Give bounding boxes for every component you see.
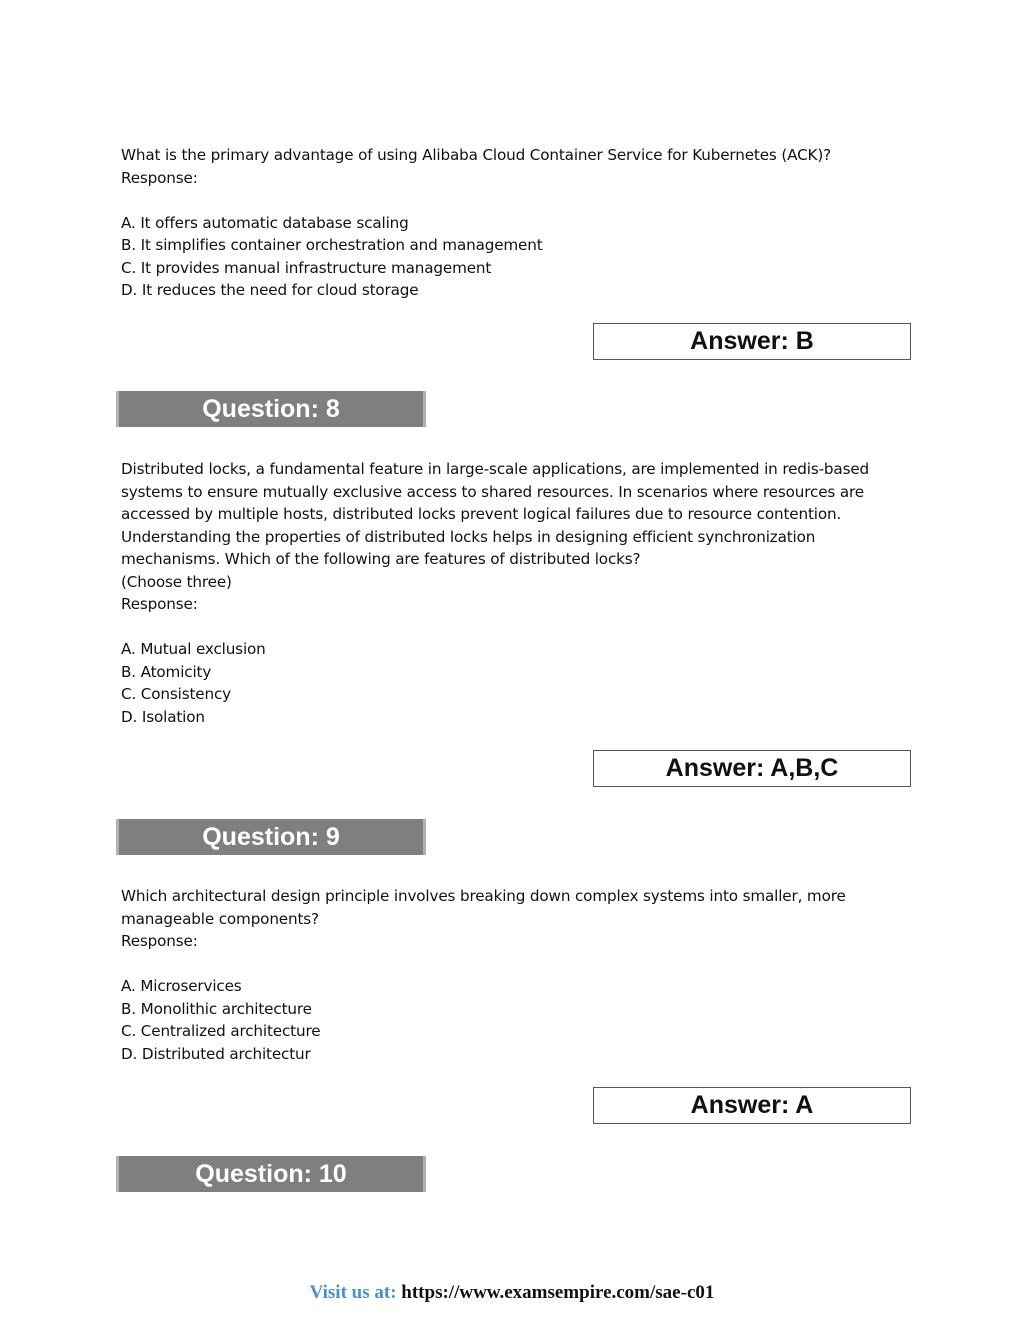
question-7-option-b: B. It simplifies container orchestration and management [121, 236, 543, 254]
question-8-option-a: A. Mutual exclusion [121, 640, 266, 658]
question-8-answer-box: Answer: A,B,C [593, 750, 911, 787]
question-7-option-c: C. It provides manual infrastructure management [121, 258, 492, 277]
question-7-answer-box: Answer: B [593, 323, 911, 360]
question-7-option-d: D. It reduces the need for cloud storage [121, 281, 419, 299]
question-8-line: Understanding the properties of distributed locks helps in designing efficient synchronization [121, 527, 816, 546]
question-9-response-label: Response: [121, 932, 198, 950]
question-8-option-d: D. Isolation [121, 707, 205, 726]
question-8-banner: Question: 8 [116, 391, 426, 427]
question-7-response-label: Response: [121, 168, 198, 187]
question-8-block [121, 458, 881, 728]
question-9-banner: Question: 9 [116, 819, 426, 855]
footer [0, 1282, 1024, 1304]
footer-label: Visit us at: [309, 1282, 397, 1303]
question-8-line: mechanisms. Which of the following are features of distributed locks? [121, 550, 641, 568]
question-9-option-a: A. Microservices [121, 977, 242, 995]
question-9-option-b: B. Monolithic architecture [121, 999, 312, 1018]
question-7-option-a: A. It offers automatic database scaling [121, 213, 409, 232]
question-9-option-c: C. Centralized architecture [121, 1022, 321, 1040]
question-8-line: systems to ensure mutually exclusive access to shared resources. In scenarios where resources are [121, 482, 864, 501]
question-9-line: manageable components? [121, 909, 319, 928]
question-7-block [121, 144, 881, 302]
question-8-option-b: B. Atomicity [121, 662, 212, 681]
question-8-response-label: Response: [121, 595, 198, 613]
question-8-line: (Choose three) [121, 572, 232, 591]
question-9-block [121, 885, 881, 1065]
question-8-line: Distributed locks, a fundamental feature in large-scale applications, are implemented in redis-based [121, 460, 870, 478]
question-9-option-d: D. Distributed architectur [121, 1044, 311, 1063]
question-8-line: accessed by multiple hosts, distributed locks prevent logical failures due to resource contention. [121, 505, 842, 523]
footer-url-link[interactable]: https://www.examsempire.com/sae-c01 [401, 1282, 715, 1303]
question-9-answer-box: Answer: A [593, 1087, 911, 1124]
question-8-option-c: C. Consistency [121, 685, 231, 703]
question-9-line: Which architectural design principle involves breaking down complex systems into smaller, more [121, 887, 846, 905]
question-10-banner: Question: 10 [116, 1156, 426, 1192]
question-7-text: What is the primary advantage of using Alibaba Cloud Container Service for Kubernetes (ACK)? [121, 146, 832, 164]
